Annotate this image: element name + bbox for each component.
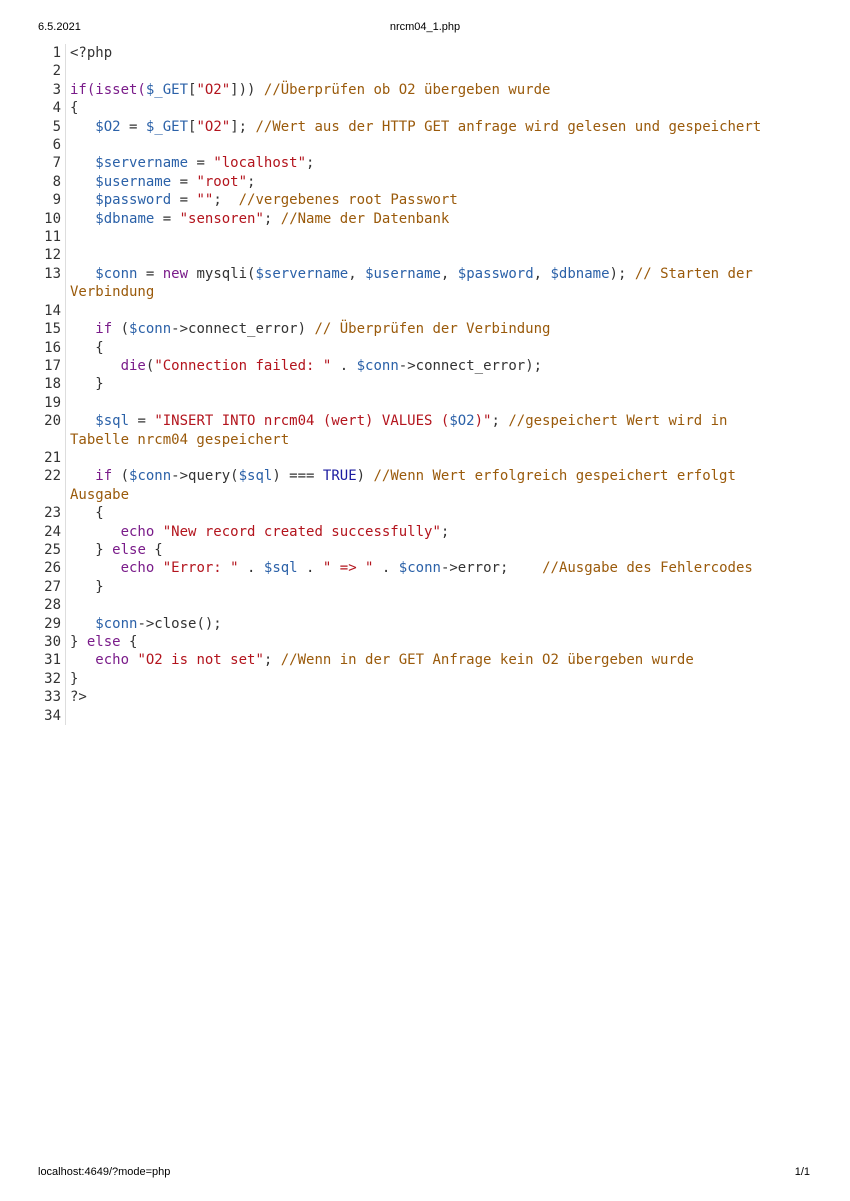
- code-token: [70, 321, 95, 337]
- code-token: echo: [120, 560, 155, 577]
- code-line: [28, 44, 788, 62]
- code-text: [66, 302, 788, 320]
- code-text: [66, 228, 788, 246]
- code-line: [28, 302, 788, 320]
- code-line: [28, 228, 788, 246]
- print-date: 6.5.2021: [38, 21, 81, 33]
- line-number: 29: [28, 615, 66, 633]
- code-token: "root": [196, 173, 248, 190]
- code-line: [28, 412, 788, 449]
- code-token: new: [162, 265, 189, 282]
- code-token: }: [70, 578, 104, 595]
- line-number: 15: [28, 320, 66, 338]
- line-number: 27: [28, 578, 66, 596]
- code-token: (: [145, 357, 155, 374]
- code-token: $_GET: [145, 81, 189, 98]
- code-token: $username: [95, 173, 172, 190]
- code-token: "sensoren": [179, 210, 264, 227]
- code-text: [66, 99, 788, 117]
- code-line: [28, 633, 788, 651]
- code-token: }: [70, 670, 79, 687]
- code-token: ) ===: [272, 468, 323, 485]
- code-token: $sql: [263, 560, 298, 577]
- code-token: [: [188, 118, 197, 135]
- code-text: [66, 688, 788, 706]
- code-token: $dbname: [95, 210, 155, 227]
- code-token: [154, 524, 162, 540]
- code-text: [66, 136, 788, 154]
- code-line: [28, 173, 788, 191]
- code-text: [66, 412, 788, 449]
- code-token: $conn: [129, 468, 172, 485]
- code-token: " => ": [322, 560, 374, 577]
- code-token: ): [356, 468, 374, 485]
- line-number: 3: [28, 81, 66, 99]
- code-token: ;: [440, 523, 450, 540]
- code-token: if(isset(: [70, 81, 146, 98]
- code-token: [70, 524, 121, 540]
- code-text: [66, 173, 788, 191]
- code-text: [66, 394, 788, 412]
- line-number: 8: [28, 173, 66, 191]
- code-token: ;: [247, 173, 256, 190]
- code-token: $sql: [95, 413, 130, 430]
- code-token: //Ausgabe des Fehlercodes: [542, 560, 753, 577]
- code-token: $conn: [129, 321, 172, 338]
- code-line: [28, 596, 788, 614]
- code-token: ;: [263, 210, 281, 227]
- code-token: $password: [95, 192, 172, 209]
- code-line: [28, 210, 788, 228]
- line-number: 14: [28, 302, 66, 320]
- code-token: ,: [533, 265, 551, 282]
- code-token: $username: [365, 265, 441, 282]
- code-token: {: [120, 634, 138, 650]
- code-text: [66, 633, 788, 651]
- code-token: }: [70, 634, 87, 650]
- line-number: 9: [28, 191, 66, 209]
- code-text: [66, 320, 788, 338]
- code-text: [66, 44, 788, 62]
- code-token: [70, 174, 95, 190]
- code-token: =: [137, 265, 163, 282]
- code-token: [70, 560, 121, 576]
- code-token: ->error;: [440, 560, 543, 577]
- code-token: $sql: [238, 468, 273, 485]
- code-token: $conn: [356, 357, 399, 374]
- code-token: =: [129, 413, 155, 430]
- code-text: [66, 615, 788, 633]
- code-line: [28, 578, 788, 596]
- code-token: ->connect_error);: [398, 357, 543, 374]
- line-number: 11: [28, 228, 66, 246]
- code-text: [66, 504, 788, 522]
- code-token: [70, 652, 95, 668]
- code-line: [28, 394, 788, 412]
- code-token: "Error: ": [162, 560, 239, 577]
- code-token: [70, 616, 95, 632]
- code-line: [28, 154, 788, 172]
- code-token: // Überprüfen der Verbindung: [314, 321, 551, 338]
- code-token: mysqli(: [188, 265, 256, 282]
- code-token: =: [171, 192, 197, 209]
- line-number: 18: [28, 375, 66, 393]
- code-token: "Connection failed: ": [154, 357, 332, 374]
- code-token: [: [188, 81, 197, 98]
- code-token: "O2": [196, 81, 231, 98]
- code-line: [28, 615, 788, 633]
- line-number: 19: [28, 394, 66, 412]
- code-token: //Wert aus der HTTP GET anfrage wird gelesen und gespeichert: [255, 118, 762, 135]
- code-token: .: [297, 560, 323, 577]
- code-token: ;: [306, 155, 315, 172]
- code-token: // Starten der Verbindung: [70, 265, 762, 301]
- code-token: (: [112, 321, 130, 338]
- code-line: [28, 670, 788, 688]
- code-token: .: [373, 560, 399, 577]
- code-token: $password: [457, 265, 534, 282]
- code-token: "INSERT INTO nrcm04 (wert) VALUES (: [154, 413, 450, 430]
- code-line: [28, 320, 788, 338]
- code-line: [28, 81, 788, 99]
- code-token: die: [120, 357, 146, 374]
- line-number: 6: [28, 136, 66, 154]
- code-token: if: [95, 321, 113, 338]
- code-token: ;: [263, 652, 281, 669]
- code-token: [70, 155, 95, 171]
- code-token: "localhost": [213, 155, 307, 172]
- code-token: )": [474, 413, 492, 430]
- code-line: [28, 559, 788, 577]
- code-token: }: [70, 376, 104, 393]
- page-number: 1/1: [794, 1166, 810, 1178]
- code-token: $servername: [95, 155, 189, 172]
- code-line: [28, 688, 788, 706]
- code-token: .: [331, 357, 357, 374]
- code-token: $conn: [95, 615, 138, 632]
- code-text: [66, 467, 788, 504]
- code-text: [66, 596, 788, 614]
- code-token: //Überprüfen ob O2 übergeben wurde: [263, 81, 551, 98]
- code-text: [66, 339, 788, 357]
- code-token: else: [86, 634, 121, 650]
- code-token: ];: [230, 118, 256, 135]
- code-text: [66, 81, 788, 99]
- code-token: $dbname: [550, 265, 610, 282]
- code-line: [28, 118, 788, 136]
- code-token: [70, 468, 95, 484]
- code-text: [66, 559, 788, 577]
- code-text: [66, 265, 788, 302]
- code-line: [28, 339, 788, 357]
- line-number: 32: [28, 670, 66, 688]
- line-number: 16: [28, 339, 66, 357]
- code-line: [28, 523, 788, 541]
- code-line: [28, 707, 788, 725]
- code-text: [66, 210, 788, 228]
- code-token: ;: [213, 192, 239, 209]
- line-number: 17: [28, 357, 66, 375]
- line-number: 13: [28, 265, 66, 302]
- line-number: 23: [28, 504, 66, 522]
- line-number: 25: [28, 541, 66, 559]
- line-number: 34: [28, 707, 66, 725]
- line-number: 30: [28, 633, 66, 651]
- code-text: [66, 541, 788, 559]
- code-token: (: [112, 468, 130, 485]
- code-token: "O2 is not set": [137, 652, 264, 669]
- code-token: [70, 211, 95, 227]
- code-listing: [28, 44, 788, 725]
- code-text: [66, 357, 788, 375]
- code-token: [70, 119, 95, 135]
- code-token: else: [112, 541, 146, 558]
- code-token: [70, 266, 95, 282]
- code-token: //gespeichert Wert wird in Tabelle nrcm04 gespeichert: [70, 413, 736, 448]
- code-token: ->close();: [137, 615, 222, 632]
- code-text: [66, 707, 788, 725]
- line-number: 12: [28, 246, 66, 264]
- code-token: ->connect_error): [171, 321, 315, 338]
- code-line: [28, 62, 788, 80]
- code-token: $_GET: [145, 118, 189, 135]
- code-token: ,: [348, 265, 366, 282]
- code-token: [70, 192, 95, 208]
- code-token: //Wenn in der GET Anfrage kein O2 übergeben wurde: [280, 652, 694, 669]
- line-number: 21: [28, 449, 66, 467]
- code-line: [28, 191, 788, 209]
- code-token: echo: [120, 523, 155, 540]
- code-token: $servername: [255, 265, 349, 282]
- line-number: 4: [28, 99, 66, 117]
- code-token: ])): [230, 81, 264, 98]
- code-token: //vergebenes root Passwort: [238, 192, 458, 209]
- page-url: localhost:4649/?mode=php: [38, 1166, 171, 1178]
- code-text: [66, 246, 788, 264]
- code-token: }: [70, 541, 113, 558]
- code-token: if: [95, 468, 113, 485]
- code-token: {: [145, 541, 163, 558]
- code-text: [66, 523, 788, 541]
- code-token: "O2": [196, 118, 231, 135]
- code-token: $O2: [95, 118, 121, 135]
- code-line: [28, 541, 788, 559]
- line-number: 20: [28, 412, 66, 449]
- code-token: //Wenn Wert erfolgreich gespeichert erfolgt Ausgabe: [70, 468, 745, 503]
- code-text: [66, 578, 788, 596]
- code-token: [154, 560, 162, 576]
- code-line: [28, 375, 788, 393]
- code-token: ->query(: [171, 468, 239, 485]
- line-number: 26: [28, 559, 66, 577]
- code-token: <?php: [70, 45, 113, 61]
- line-number: 1: [28, 44, 66, 62]
- line-number: 31: [28, 651, 66, 669]
- code-token: echo: [95, 652, 130, 669]
- line-number: 10: [28, 210, 66, 228]
- code-token: =: [154, 210, 180, 227]
- line-number: 2: [28, 62, 66, 80]
- code-token: {: [70, 505, 104, 522]
- code-line: [28, 357, 788, 375]
- code-line: [28, 467, 788, 504]
- code-token: =: [120, 118, 146, 135]
- code-token: [70, 358, 121, 374]
- code-text: [66, 191, 788, 209]
- code-token: {: [70, 339, 104, 356]
- code-token: ;: [491, 413, 509, 430]
- code-token: =: [188, 155, 214, 172]
- line-number: 33: [28, 688, 66, 706]
- code-token: {: [70, 100, 79, 117]
- code-token: "New record created successfully": [162, 523, 441, 540]
- line-number: 28: [28, 596, 66, 614]
- code-line: [28, 246, 788, 264]
- code-token: $conn: [398, 560, 441, 577]
- code-token: //Name der Datenbank: [280, 210, 450, 227]
- code-line: [28, 136, 788, 154]
- line-number: 22: [28, 467, 66, 504]
- code-token: $O2: [449, 413, 475, 430]
- code-token: [70, 413, 95, 429]
- code-line: [28, 449, 788, 467]
- code-token: =: [171, 173, 197, 190]
- code-text: [66, 118, 788, 136]
- code-token: "": [196, 192, 214, 209]
- code-text: [66, 651, 788, 669]
- code-text: [66, 154, 788, 172]
- document-title: nrcm04_1.php: [389, 21, 461, 33]
- line-number: 7: [28, 154, 66, 172]
- code-line: [28, 265, 788, 302]
- code-text: [66, 449, 788, 467]
- code-text: [66, 62, 788, 80]
- code-token: TRUE: [322, 468, 357, 485]
- code-text: [66, 670, 788, 688]
- line-number: 24: [28, 523, 66, 541]
- code-token: $conn: [95, 265, 138, 282]
- code-line: [28, 99, 788, 117]
- code-text: [66, 375, 788, 393]
- code-line: [28, 651, 788, 669]
- code-line: [28, 504, 788, 522]
- code-token: .: [238, 560, 264, 577]
- line-number: 5: [28, 118, 66, 136]
- code-token: );: [609, 265, 635, 282]
- code-token: ?>: [70, 689, 87, 706]
- code-token: ,: [440, 265, 458, 282]
